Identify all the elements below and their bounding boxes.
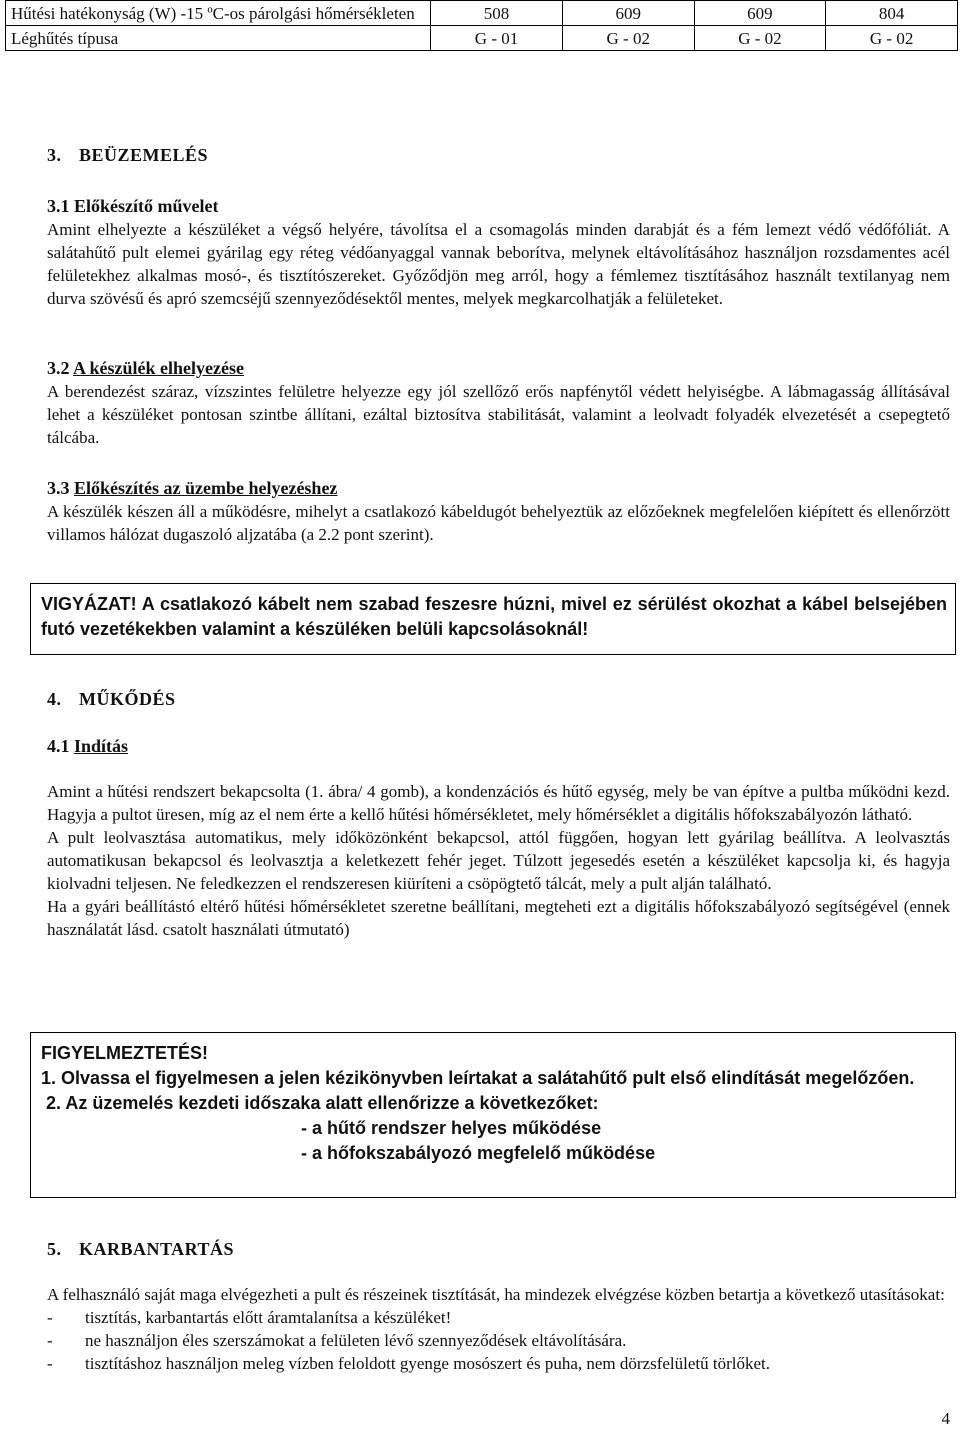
paragraph: A berendezést száraz, vízszintes felületre helyezze egy jól szellőző erős napfénytől védett helyiségbe. A lábmagasság állításával lehet a készüléket pontosan szintbe állítani, ezáltal biztosítva stabilitását, valamint a leolvadt folyadék elvezetését a csepegtető tálcába. xyxy=(47,382,950,447)
notice-title: FIGYELMEZTETÉS! xyxy=(41,1043,209,1063)
notice-subitem: - a hőfokszabályozó megfelelő működése xyxy=(301,1143,656,1163)
list-dash: - xyxy=(47,1331,53,1350)
section-number: 3. xyxy=(47,145,62,165)
table-cell: 609 xyxy=(694,1,826,26)
section-heading xyxy=(47,144,950,167)
paragraph: A készülék készen áll a működésre, mihelyt a csatlakozó kábeldugót behelyeztük az előzőeknek megfelelően kiépített és ellenőrzött villamos hálózat dugaszoló aljzatába (a 2.2 pont szerint). xyxy=(47,502,950,544)
notice-subitem: - a hűtő rendszer helyes működése xyxy=(301,1118,602,1138)
table-row xyxy=(6,26,958,51)
section-number: 4. xyxy=(47,689,62,709)
list-item-text: ne használjon éles szerszámokat a felületen lévő szennyeződések eltávolítására. xyxy=(85,1331,627,1350)
list-item xyxy=(47,1352,950,1375)
subsection-4-1-body xyxy=(47,780,950,941)
subsection-number: 4.1 xyxy=(47,736,70,756)
table-cell-label: Léghűtés típusa xyxy=(6,26,431,51)
paragraph: Ha a gyári beállítástó eltérő hűtési hőmérsékletet szeretne beállítani, megteheti ezt a digitális hőfokszabályozó segítségével (ennek használatát lásd. csatolt használati útmutató) xyxy=(47,897,950,939)
paragraph: Amint elhelyezte a készüléket a végső helyére, távolítsa el a csomagolás minden darabját és a fém lemezt védő védőfóliát. A salátahűtő pult elemei gyárilag egy réteg védőanyaggal vannak beborítva, melynek eltávolításához használjon rozsdamentes acél felületekhez alkalmas mosó-, és tisztítószereket. Győződjön meg arról, hogy a fémlemez tisztításához használt textilanyag nem durva szövésű és apró szemcséjű szennyeződésektől mentes, melyek megkarcolhatják a felületeket. xyxy=(47,220,950,308)
section-title: KARBANTARTÁS xyxy=(79,1239,235,1259)
table-cell-label: Hűtési hatékonyság (W) -15 ºC-os párolgási hőmérsékleten xyxy=(6,1,431,26)
paragraph: A felhasználó saját maga elvégezheti a pult és részeinek tisztítását, ha mindezek elvégzése közben betartja a következő utasításokat: xyxy=(47,1285,945,1304)
warning-box xyxy=(30,583,956,655)
table-cell: 804 xyxy=(826,1,958,26)
table-cell: G - 02 xyxy=(562,26,694,51)
instruction-list xyxy=(47,1306,950,1375)
subsection-title: Előkészítő művelet xyxy=(74,196,219,216)
list-dash: - xyxy=(47,1354,53,1373)
table-cell: G - 02 xyxy=(826,26,958,51)
spec-table xyxy=(5,0,958,51)
subsection-heading xyxy=(47,195,950,218)
notice-box xyxy=(30,1032,956,1198)
notice-item: 2. Az üzemelés kezdeti időszaka alatt ellenőrizze a következőket: xyxy=(41,1093,599,1113)
list-dash: - xyxy=(47,1308,53,1327)
notice-item: 1. Olvassa el figyelmesen a jelen kézikönyvben leírtakat a salátahűtő pult első elindítását megelőzően. xyxy=(41,1068,915,1088)
table-cell: 609 xyxy=(562,1,694,26)
warning-text: VIGYÁZAT! A csatlakozó kábelt nem szabad feszesre húzni, mivel ez sérülést okozhat a kábel belsejében futó vezetékekben valamint a készüléken belüli kapcsolásoknál! xyxy=(41,594,947,639)
subsection-heading xyxy=(47,735,950,758)
subsection-title: Előkészítés az üzembe helyezéshez xyxy=(74,478,338,498)
list-item-text: tisztítás, karbantartás előtt áramtalanítsa a készüléket! xyxy=(85,1308,452,1327)
subsection-number: 3.3 xyxy=(47,478,70,498)
section-title: MŰKŐDÉS xyxy=(79,689,176,709)
table-cell: G - 01 xyxy=(431,26,563,51)
section-heading xyxy=(47,1238,950,1261)
subsection-3-3 xyxy=(47,477,950,546)
table-cell: G - 02 xyxy=(694,26,826,51)
list-item xyxy=(47,1329,950,1352)
subsection-number: 3.2 xyxy=(47,358,70,378)
section-title: BEÜZEMELÉS xyxy=(79,145,209,165)
page-number: 4 xyxy=(941,1409,950,1428)
section-5-body xyxy=(47,1283,950,1375)
subsection-title: A készülék elhelyezése xyxy=(73,358,244,378)
subsection-3-1 xyxy=(47,195,950,310)
section-number: 5. xyxy=(47,1239,62,1259)
table-cell: 508 xyxy=(431,1,563,26)
subsection-number: 3.1 xyxy=(47,196,70,216)
section-heading xyxy=(47,688,950,711)
subsection-title: Indítás xyxy=(74,736,129,756)
subsection-heading xyxy=(47,477,950,500)
paragraph: A pult leolvasztása automatikus, mely időközönként bekapcsol, attól függően, hogyan lett gyárilag beállítva. A leolvasztás automatikusan bekapcsol és leolvasztja a keletkezett fehér jeget. Túlzott jegesedés esetén a készüléket kapcsolja ki, és hagyja kiolvadni teljesen. Ne feledkezzen el rendszeresen kiüríteni a csöpögtető tálcát, mely a pult alján található. xyxy=(47,828,950,893)
subsection-heading xyxy=(47,357,950,380)
paragraph: Amint a hűtési rendszert bekapcsolta (1. ábra/ 4 gomb), a kondenzációs és hűtő egység, mely be van építve a pultba működni kezd. Hagyja a pultot üresen, míg az el nem érte a kellő hűtési hőmérsékletet, mely hőmérséklet a digitális hőfokszabályozón látható. xyxy=(47,782,950,824)
subsection-3-2 xyxy=(47,357,950,449)
table-row xyxy=(6,1,958,26)
list-item-text: tisztításhoz használjon meleg vízben feloldott gyenge mosószert és puha, nem dörzsfelületű törlőket. xyxy=(85,1354,770,1373)
list-item xyxy=(47,1306,950,1329)
